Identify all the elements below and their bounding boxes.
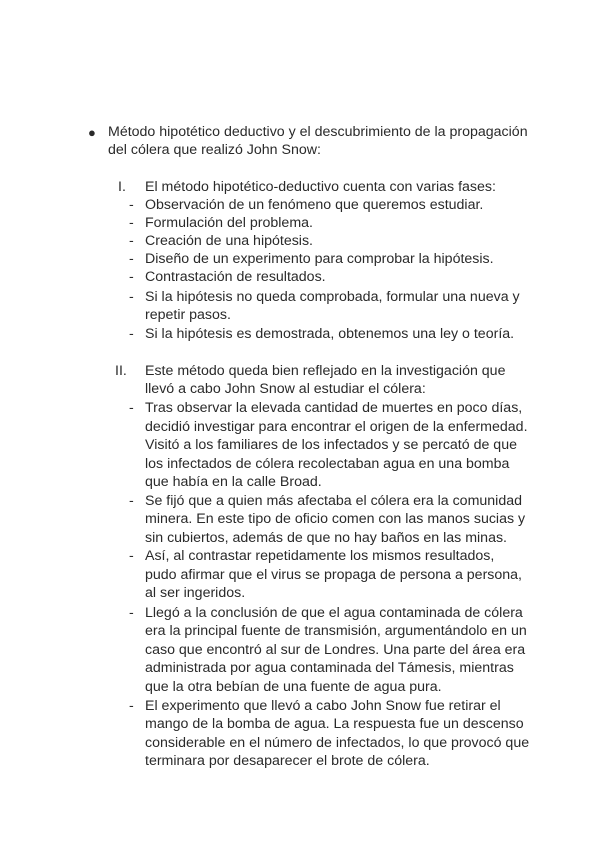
list-item: administrada por agua contaminada del Támesis, mientras [145, 660, 514, 676]
list-item: mango de la bomba de agua. La respuesta fue un descenso [145, 716, 524, 732]
dash-marker: - [129, 493, 134, 509]
list-item: que había en la calle Broad. [145, 474, 322, 490]
dash-marker: - [129, 548, 134, 564]
bullet-marker: ● [88, 125, 96, 140]
list-item: repetir pasos. [145, 307, 231, 323]
list-item: Si la hipótesis es demostrada, obtenemos una ley o teoría. [145, 326, 515, 342]
list-item: Si la hipótesis no queda comprobada, formular una nueva y [145, 289, 520, 305]
list-item: los infectados de cólera recolectaban agua en una bomba [145, 456, 510, 472]
dash-marker: - [129, 197, 134, 213]
list-item: caso que encontró al sur de Londres. Una parte del área era [145, 642, 526, 658]
dash-marker: - [129, 269, 134, 285]
list-item: Visitó a los familiares de los infectados y se percató de que [145, 437, 517, 453]
list-item: Contrastación de resultados. [145, 269, 326, 285]
section-numeral-i: I. [118, 179, 126, 195]
list-item: considerable en el número de infectados, lo que provocó que [145, 735, 530, 751]
dash-marker: - [129, 605, 134, 621]
list-item: Llegó a la conclusión de que el agua contaminada de cólera [145, 605, 523, 621]
list-item: terminara por desaparecer el brote de cólera. [145, 753, 430, 769]
dash-marker: - [129, 289, 134, 305]
list-item: Creación de una hipótesis. [145, 233, 313, 249]
bullet-text-line: Método hipotético deductivo y el descubrimiento de la propagación [108, 124, 528, 140]
dash-marker: - [129, 326, 134, 342]
bullet-text-line: del cólera que realizó John Snow: [108, 142, 321, 158]
section-heading: Este método queda bien reflejado en la investigación que [145, 363, 506, 379]
list-item: Se fijó que a quien más afectaba el cólera era la comunidad [145, 493, 522, 509]
list-item: Formulación del problema. [145, 215, 313, 231]
list-item: Diseño de un experimento para comprobar la hipótesis. [145, 251, 494, 267]
dash-marker: - [129, 251, 134, 267]
dash-marker: - [129, 233, 134, 249]
list-item: decidió investigar para encontrar el origen de la enfermedad. [145, 419, 528, 435]
list-item: era la principal fuente de transmisión, argumentándolo en un [145, 623, 527, 639]
list-item: Tras observar la elevada cantidad de muertes en poco días, [145, 400, 523, 416]
list-item: que la otra bebían de una fuente de agua pura. [145, 679, 442, 695]
dash-marker: - [129, 400, 134, 416]
list-item: sin cubiertos, además de que no hay baños en las minas. [145, 530, 508, 546]
list-item: minera. En este tipo de oficio comen con las manos sucias y [145, 511, 526, 527]
list-item: Observación de un fenómeno que queremos estudiar. [145, 197, 484, 213]
list-item: al ser ingeridos. [145, 585, 246, 601]
section-heading: llevó a cabo John Snow al estudiar el cólera: [145, 381, 426, 397]
list-item: pudo afirmar que el virus se propaga de persona a persona, [145, 567, 522, 583]
dash-marker: - [129, 215, 134, 231]
dash-marker: - [129, 698, 134, 714]
section-heading: El método hipotético-deductivo cuenta con varias fases: [145, 179, 496, 195]
list-item: Así, al contrastar repetidamente los mismos resultados, [145, 548, 495, 564]
list-item: El experimento que llevó a cabo John Snow fue retirar el [145, 698, 501, 714]
section-numeral-ii: II. [115, 363, 127, 379]
